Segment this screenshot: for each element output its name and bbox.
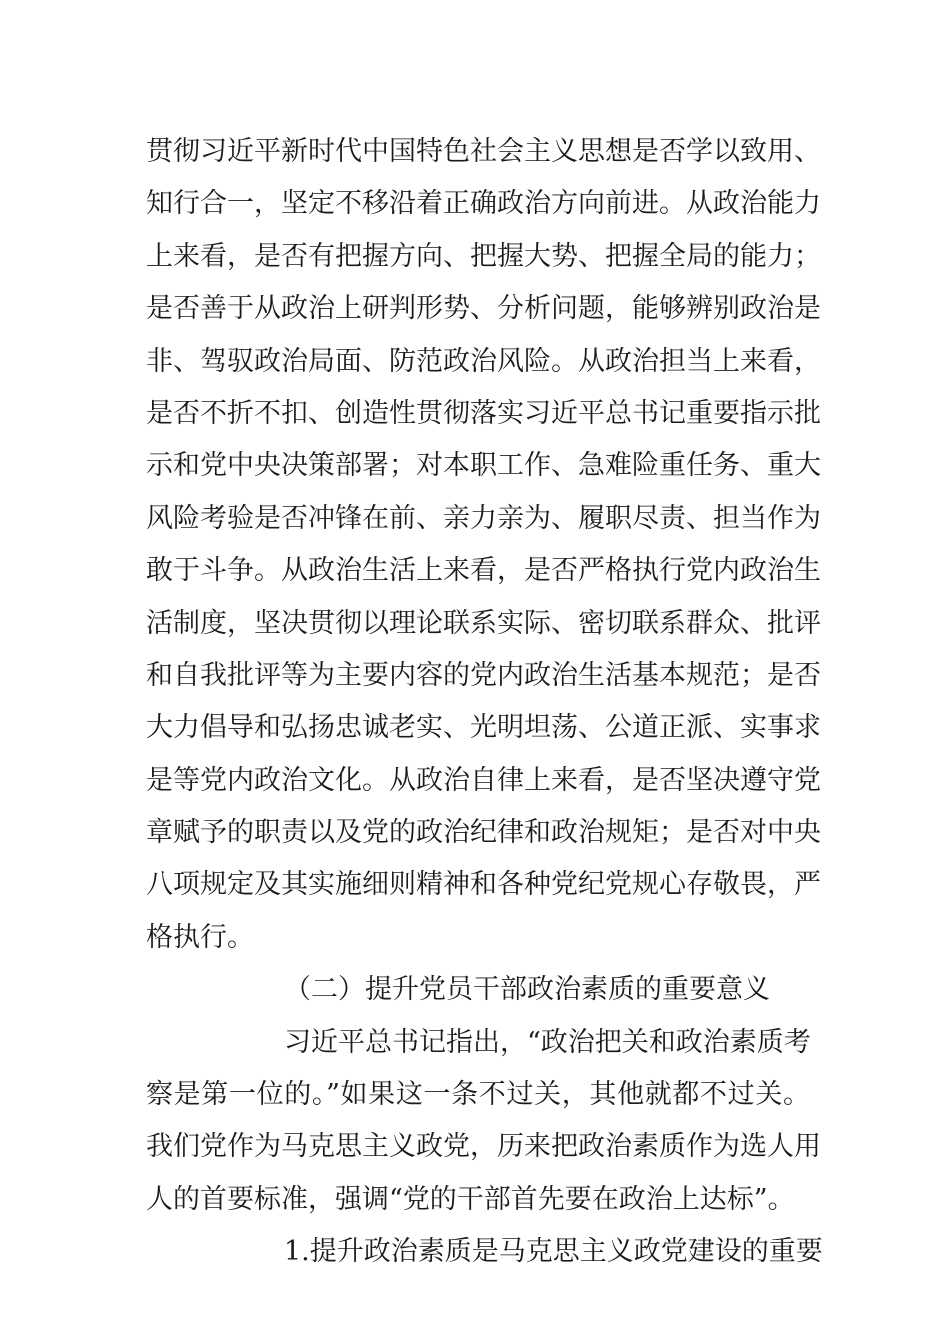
text-line: 贯彻习近平新时代中国特色社会主义思想是否学以致用、 <box>146 136 821 167</box>
text-line: 知行合一，坚定不移沿着正确政治方向前进。从政治能力 <box>146 188 821 220</box>
text-line: 察是第一位的。”如果这一条不过关，其他就都不过关。 <box>146 1079 810 1111</box>
paragraph-first-priority <box>146 1017 821 1227</box>
text-line: 是否不折不扣、创造性贯彻落实习近平总书记重要指示批 <box>146 397 821 429</box>
text-line: 和自我批评等为主要内容的党内政治生活基本规范；是否 <box>146 659 821 691</box>
paragraph-political-quality-criteria <box>146 126 821 964</box>
text-line-last: 人的首要标准，强调“党的干部首先要在政治上达标”。 <box>146 1183 795 1215</box>
text-line: 章赋予的职责以及党的政治纪律和政治规矩；是否对中央 <box>146 817 821 849</box>
text-line-indented: 1.提升政治素质是马克思主义政党建设的重要 <box>284 1236 823 1268</box>
paragraph-numbered-point <box>146 1226 823 1278</box>
document-body <box>146 126 823 1279</box>
text-line-last: 格执行。 <box>146 921 254 953</box>
text-line: 大力倡导和弘扬忠诚老实、光明坦荡、公道正派、实事求 <box>146 712 821 744</box>
text-line: 非、驾驭政治局面、防范政治风险。从政治担当上来看， <box>146 345 821 377</box>
section-heading: （二）提升党员干部政治素质的重要意义 <box>284 974 770 1006</box>
text-line: 敢于斗争。从政治生活上来看，是否严格执行党内政治生 <box>146 555 821 587</box>
text-line: 风险考验是否冲锋在前、亲力亲为、履职尽责、担当作为 <box>146 502 821 534</box>
text-line: 上来看，是否有把握方向、把握大势、把握全局的能力； <box>146 240 821 272</box>
text-line-indented: 习近平总书记指出，“政治把关和政治素质考 <box>284 1026 811 1058</box>
text-line: 我们党作为马克思主义政党，历来把政治素质作为选人用 <box>146 1131 821 1163</box>
text-line: 活制度，坚决贯彻以理论联系实际、密切联系群众、批评 <box>146 607 821 639</box>
text-line: 是否善于从政治上研判形势、分析问题，能够辨别政治是 <box>146 293 821 325</box>
text-line: 是等党内政治文化。从政治自律上来看，是否坚决遵守党 <box>146 764 821 796</box>
text-line: 八项规定及其实施细则精神和各种党纪党规心存敬畏，严 <box>146 869 821 901</box>
text-line: 示和党中央决策部署；对本职工作、急难险重任务、重大 <box>146 450 821 482</box>
